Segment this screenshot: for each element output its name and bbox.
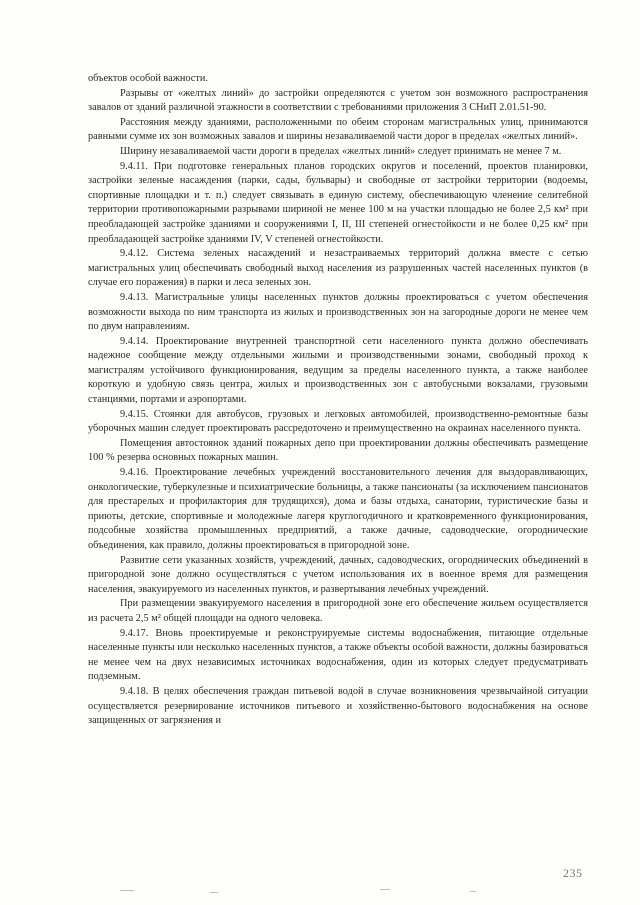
scan-speck xyxy=(210,892,218,893)
paragraph-9-4-11: 9.4.11. При подготовке генеральных планов городских округов и поселений, проектов планировки, застройки зеленые насаждения (парки, сады, бульвары) и свободные от застройки территории (водоемы, спортивные площадки и т. п.) следует связывать в единую систему, обеспечивающую членение селитебной территории противопожарными разрывами шириной не менее 100 м на участки площадью не более 2,5 км² при преобладающей застройке зданиями и сооружениями I, II, III степеней огнестойкости и не более 0,25 км² при преобладающей застройке зданиями IV, V степеней огнестойкости. xyxy=(88,160,588,245)
paragraph-9-4-14: 9.4.14. Проектирование внутренней транспортной сети населенного пункта должно обеспечивать надежное сообщение между отдельными жилыми и производственными зонами, свободный проход к магистралям устойчивого функционирования, ведущим за пределы населенного пункта, а также наиболее короткую и удобную связь центра, жилых и производственных зон с автобусными вокзалами, грузовыми станциями, портами и аэропортами. xyxy=(88,335,588,406)
page-number: 235 xyxy=(563,866,583,880)
scan-speck xyxy=(380,889,390,890)
paragraph-9-4-17: 9.4.17. Вновь проектируемые и реконструируемые системы водоснабжения, питающие отдельные населенные пункты или несколько населенных пунктов, а также объекты особой важности, должны базироваться не менее чем на двух независимых источниках водоснабжения, один из которых следует предусматривать подземным. xyxy=(88,627,588,683)
paragraph-13: При размещении эвакуируемого населения в пригородной зоне его обеспечение жильем осуществляется из расчета 2,5 м² общей площади на одного человека. xyxy=(88,598,588,624)
paragraph-12: Развитие сети указанных хозяйств, учреждений, дачных, садоводческих, огороднических объединений в пригородной зоне должно осуществляться с учетом использования их в военное время для размещения населения, эвакуируемого из населенных пунктов, и развертывания лечебных учреждений. xyxy=(88,554,588,595)
paragraph-2: Разрывы от «желтых линий» до застройки определяются с учетом зон возможного распространения завалов от зданий различной этажности в соответствии с требованиями приложения 3 СНиП 2.01.51-90. xyxy=(88,87,588,114)
paragraph-9-4-18: 9.4.18. В целях обеспечения граждан питьевой водой в случае возникновения чрезвычайной ситуации осуществляется резервирование источников питьевого и хозяйственно-бытового водоснабжения на основе защищенных от загрязнения и xyxy=(88,685,588,727)
paragraph-9-4-13: 9.4.13. Магистральные улицы населенных пунктов должны проектироваться с учетом обеспечения возможности выхода по ним транспорта из жилых и производственных зон на загородные дороги не менее чем по двум направлениям. xyxy=(88,291,588,333)
scan-speck xyxy=(120,890,134,891)
paragraph-10: Помещения автостоянок зданий пожарных депо при проектировании должны обеспечивать размещение 100 % резерва основных пожарных машин. xyxy=(88,437,588,464)
paragraph-9-4-16: 9.4.16. Проектирование лечебных учреждений восстановительного лечения для выздоравливающих, онкологические, туберкулезные и психиатрические больницы, а также пансионаты (за исключением пансионатов для престарелых и профилактория для трудящихся), дома и базы отдыха, санатории, туристические базы и приюты, детские, спортивные и молодежные лагеря круглогодичного и кратковременного функционирования, подсобные хозяйства промышленных предприятий, а также дачные, садоводческие, огороднические объединения, как правило, должны проектироваться в пригородной зоне. xyxy=(88,467,588,551)
paragraph-4: Ширину незаваливаемой части дороги в пределах «желтых линий» следует принимать не менее 7 м. xyxy=(120,145,562,157)
paragraph-9-4-12: 9.4.12. Система зеленых насаждений и незастраиваемых территорий должна вместе с сетью магистральных улиц обеспечивать свободный выход населения из разрушенных частей населенных пунктов (в случае его поражения) в парки и леса зеленых зон. xyxy=(88,248,588,289)
paragraph-9-4-15: 9.4.15. Стоянки для автобусов, грузовых и легковых автомобилей, производственно-ремонтные базы уборочных машин следует проектировать рассредоточено и преимущественно на окраинах населенного пункта. xyxy=(88,408,588,435)
paragraph-1: объектов особой важности. xyxy=(88,73,208,84)
scan-speck xyxy=(470,891,476,892)
paragraph-3: Расстояния между зданиями, расположенными по обеим сторонам магистральных улиц, принимаются равными сумме их зон возможных завалов и ширины незаваливаемой части дорог в пределах «желтых линий». xyxy=(88,116,588,143)
document-body xyxy=(88,72,588,729)
